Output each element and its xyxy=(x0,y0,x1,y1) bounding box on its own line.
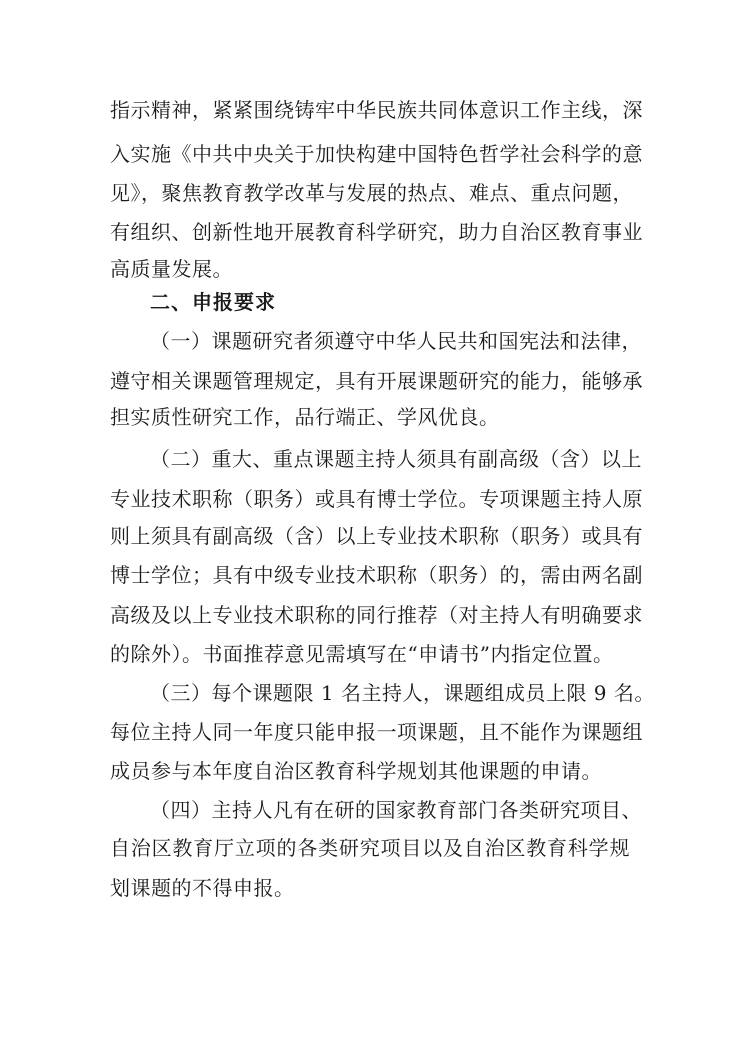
para1-line-4: 有组织、创新性地开展教育科学研究，助力自治区教育事业 xyxy=(110,220,643,244)
item1-line-3: 担实质性研究工作，品行端正、学风优良。 xyxy=(110,405,500,429)
item1-line-1: （一）课题研究者须遵守中华人民共和国宪法和法律， xyxy=(150,329,642,353)
item2-line-5: 高级及以上专业技术职称的同行推荐（对主持人有明确要求 xyxy=(110,603,643,627)
item2-line-6: 的除外）。书面推荐意见需填写在“申请书”内指定位置。 xyxy=(110,642,614,666)
para1-line-3: 见》，聚焦教育教学改革与发展的热点、难点、重点问题， xyxy=(110,181,633,205)
item2-line-3: 则上须具有副高级（含）以上专业技术职称（职务）或具有 xyxy=(110,524,643,548)
para1-line-1: 指示精神，紧紧围绕铸牢中华民族共同体意识工作主线，深 xyxy=(110,98,643,122)
item3-line-3: 成员参与本年度自治区教育科学规划其他课题的申请。 xyxy=(110,759,602,783)
para1-line-2: 入实施《中共中央关于加快构建中国特色哲学社会科学的意 xyxy=(110,142,643,166)
item4-line-2: 自治区教育厅立项的各类研究项目以及自治区教育科学规 xyxy=(110,836,630,860)
item2-line-1: （二）重大、重点课题主持人须具有副高级（含）以上 xyxy=(150,447,642,471)
item3-line-1: （三）每个课题限 1 名主持人，课题组成员上限 9 名。 xyxy=(150,681,655,705)
item4-line-3: 划课题的不得申报。 xyxy=(110,876,295,900)
item2-line-2: 专业技术职称（职务）或具有博士学位。专项课题主持人原 xyxy=(110,487,643,511)
item3-line-2: 每位主持人同一年度只能申报一项课题，且不能作为课题组 xyxy=(110,720,643,744)
item1-line-2: 遵守相关课题管理规定，具有开展课题研究的能力，能够承 xyxy=(110,369,643,393)
item4-line-1: （四）主持人凡有在研的国家教育部门各类研究项目、 xyxy=(150,798,642,822)
para1-line-5: 高质量发展。 xyxy=(110,257,233,281)
item2-line-4: 博士学位；具有中级专业技术职称（职务）的，需由两名副 xyxy=(110,563,643,587)
section-heading: 二、申报要求 xyxy=(150,290,276,314)
